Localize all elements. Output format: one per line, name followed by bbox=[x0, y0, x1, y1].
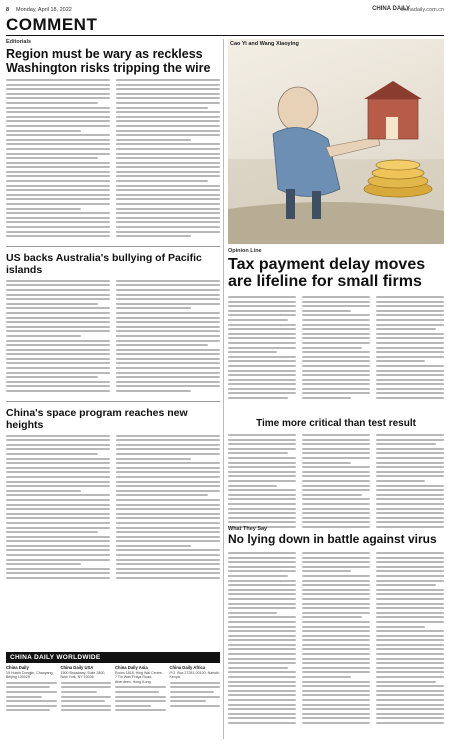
office-name: China Daily bbox=[6, 665, 29, 670]
website-link[interactable]: chinadaily.com.cn bbox=[400, 7, 444, 13]
editorial-3-body bbox=[6, 435, 220, 582]
office-address: 15 Huixin Dongjie, Chaoyang, Beijing 100029 bbox=[6, 670, 54, 680]
cartoon-drawing bbox=[228, 39, 444, 244]
page-header-bar bbox=[6, 6, 444, 15]
office-address: Room 1818, Hing Wai Centre, 7 Tin Wan Praya Road, Aberdeen, Hong Kong bbox=[115, 670, 163, 684]
office-name: China Daily Asia bbox=[115, 665, 148, 670]
cartoon-illustration bbox=[228, 39, 444, 244]
what-they-say-kicker: What They Say bbox=[228, 526, 268, 532]
office-address: P.O. Box 27281-00100, Nairobi, Kenya bbox=[169, 670, 220, 680]
office-item bbox=[6, 666, 57, 714]
paper-name: CHINA DAILY bbox=[372, 6, 410, 12]
office-address: 1500 Broadway, Suite 2800, New York, NY 10036 bbox=[60, 670, 106, 680]
office-list bbox=[6, 666, 220, 714]
contact-bar-title: CHINA DAILY WORLDWIDE bbox=[6, 652, 220, 663]
opinion-body bbox=[228, 296, 444, 402]
issue-date: Monday, April 18, 2022 bbox=[16, 7, 72, 13]
editorial-headline-1: Region must be wary as reckless Washington risks tripping the wire bbox=[6, 47, 211, 75]
editorial-headline-3: China's space program reaches new heights bbox=[6, 406, 188, 431]
opinion-headline: Tax payment delay moves are lifeline for small firms bbox=[228, 256, 426, 290]
illustration-byline: Cao Yi and Wang Xiaoying bbox=[230, 41, 299, 47]
sub-article-body bbox=[228, 434, 444, 530]
opinion-sub-headline: Time more critical than test result bbox=[256, 418, 416, 429]
editorial-separator bbox=[6, 246, 220, 247]
editorial-headline-2: US backs Australia's bullying of Pacific islands bbox=[6, 251, 202, 276]
section-title: COMMENT bbox=[6, 15, 98, 34]
office-item bbox=[170, 666, 221, 714]
editorial-separator bbox=[6, 401, 220, 402]
office-item bbox=[115, 666, 166, 714]
what-they-say-headline: No lying down in battle against virus bbox=[228, 532, 437, 546]
editorials-kicker: Editorials bbox=[6, 39, 32, 45]
what-they-say-body bbox=[228, 552, 444, 727]
masthead-rule bbox=[6, 35, 444, 36]
opinion-kicker: Opinion Line bbox=[228, 248, 262, 254]
office-name: China Daily Africa bbox=[169, 665, 206, 670]
editorial-2-body bbox=[6, 280, 220, 395]
office-item bbox=[61, 666, 112, 714]
office-name: China Daily USA bbox=[60, 665, 94, 670]
column-divider bbox=[223, 39, 224, 739]
editorials-column bbox=[6, 39, 220, 582]
contact-block bbox=[6, 652, 220, 714]
page-number: 8 bbox=[6, 7, 10, 13]
editorial-1-body bbox=[6, 79, 220, 240]
